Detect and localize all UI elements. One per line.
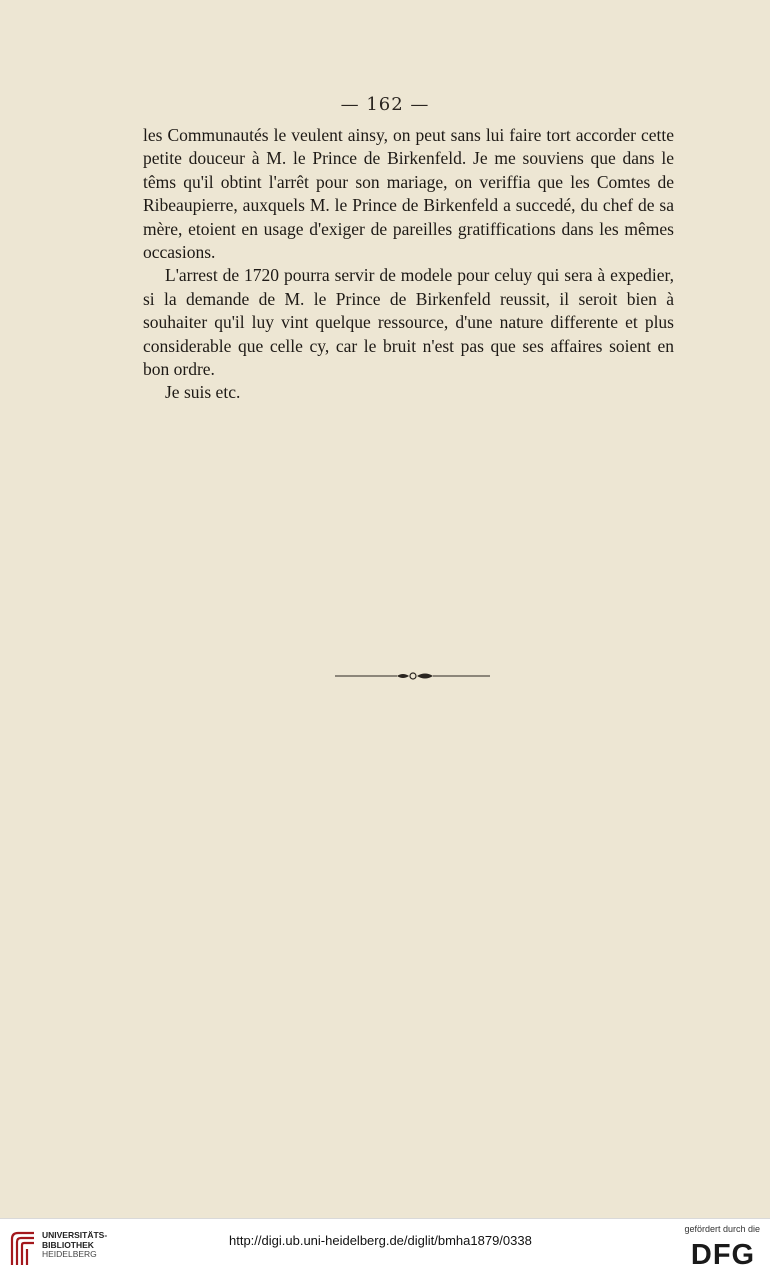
funding-caption: gefördert durch die [684, 1224, 760, 1234]
paragraph-1: les Communautés le veulent ainsy, on peut sans lui faire tort accorder cette petite douceur à M. le Prince de Birkenfeld. Je me souviens que dans le têms qu'il obtint l'arrêt pour son mariage, on veriffia que les Comtes de Ribeaupierre, auxquels M. le Prince de Birkenfeld a succedé, du chef de sa mère, etoient en usage d'exiger de pareilles gratiffications dans les mêmes occasions. [143, 125, 674, 263]
university-library-logo-icon [8, 1229, 38, 1267]
ornament-divider [335, 668, 490, 684]
permalink-url[interactable]: http://digi.ub.uni-heidelberg.de/diglit/bmha1879/0338 [229, 1233, 532, 1248]
dfg-logo-icon [686, 1238, 760, 1268]
paragraph-2: L'arrest de 1720 pourra servir de modele pour celuy qui sera à expedier, si la demande de M. le Prince de Birkenfeld reussit, il seroit bien à souhaiter qu'il luy vint quelque ressource, d'une nature differente et plus considerable que celle cy, car le bruit n'est pas que ses affaires soient en bon ordre. [143, 265, 674, 380]
dfg-logo-text: DFG [690, 1239, 756, 1268]
body-text [143, 124, 674, 405]
page-number: — 162 — [340, 94, 430, 115]
library-name-line-1: UNIVERSITÄTS- [42, 1230, 108, 1240]
library-name-line-3: HEIDELBERG [42, 1249, 97, 1259]
library-name [42, 1231, 107, 1260]
footer-bar [0, 1218, 770, 1275]
closing-line: Je suis etc. [165, 382, 241, 403]
library-name-line-2: BIBLIOTHEK [42, 1239, 94, 1250]
